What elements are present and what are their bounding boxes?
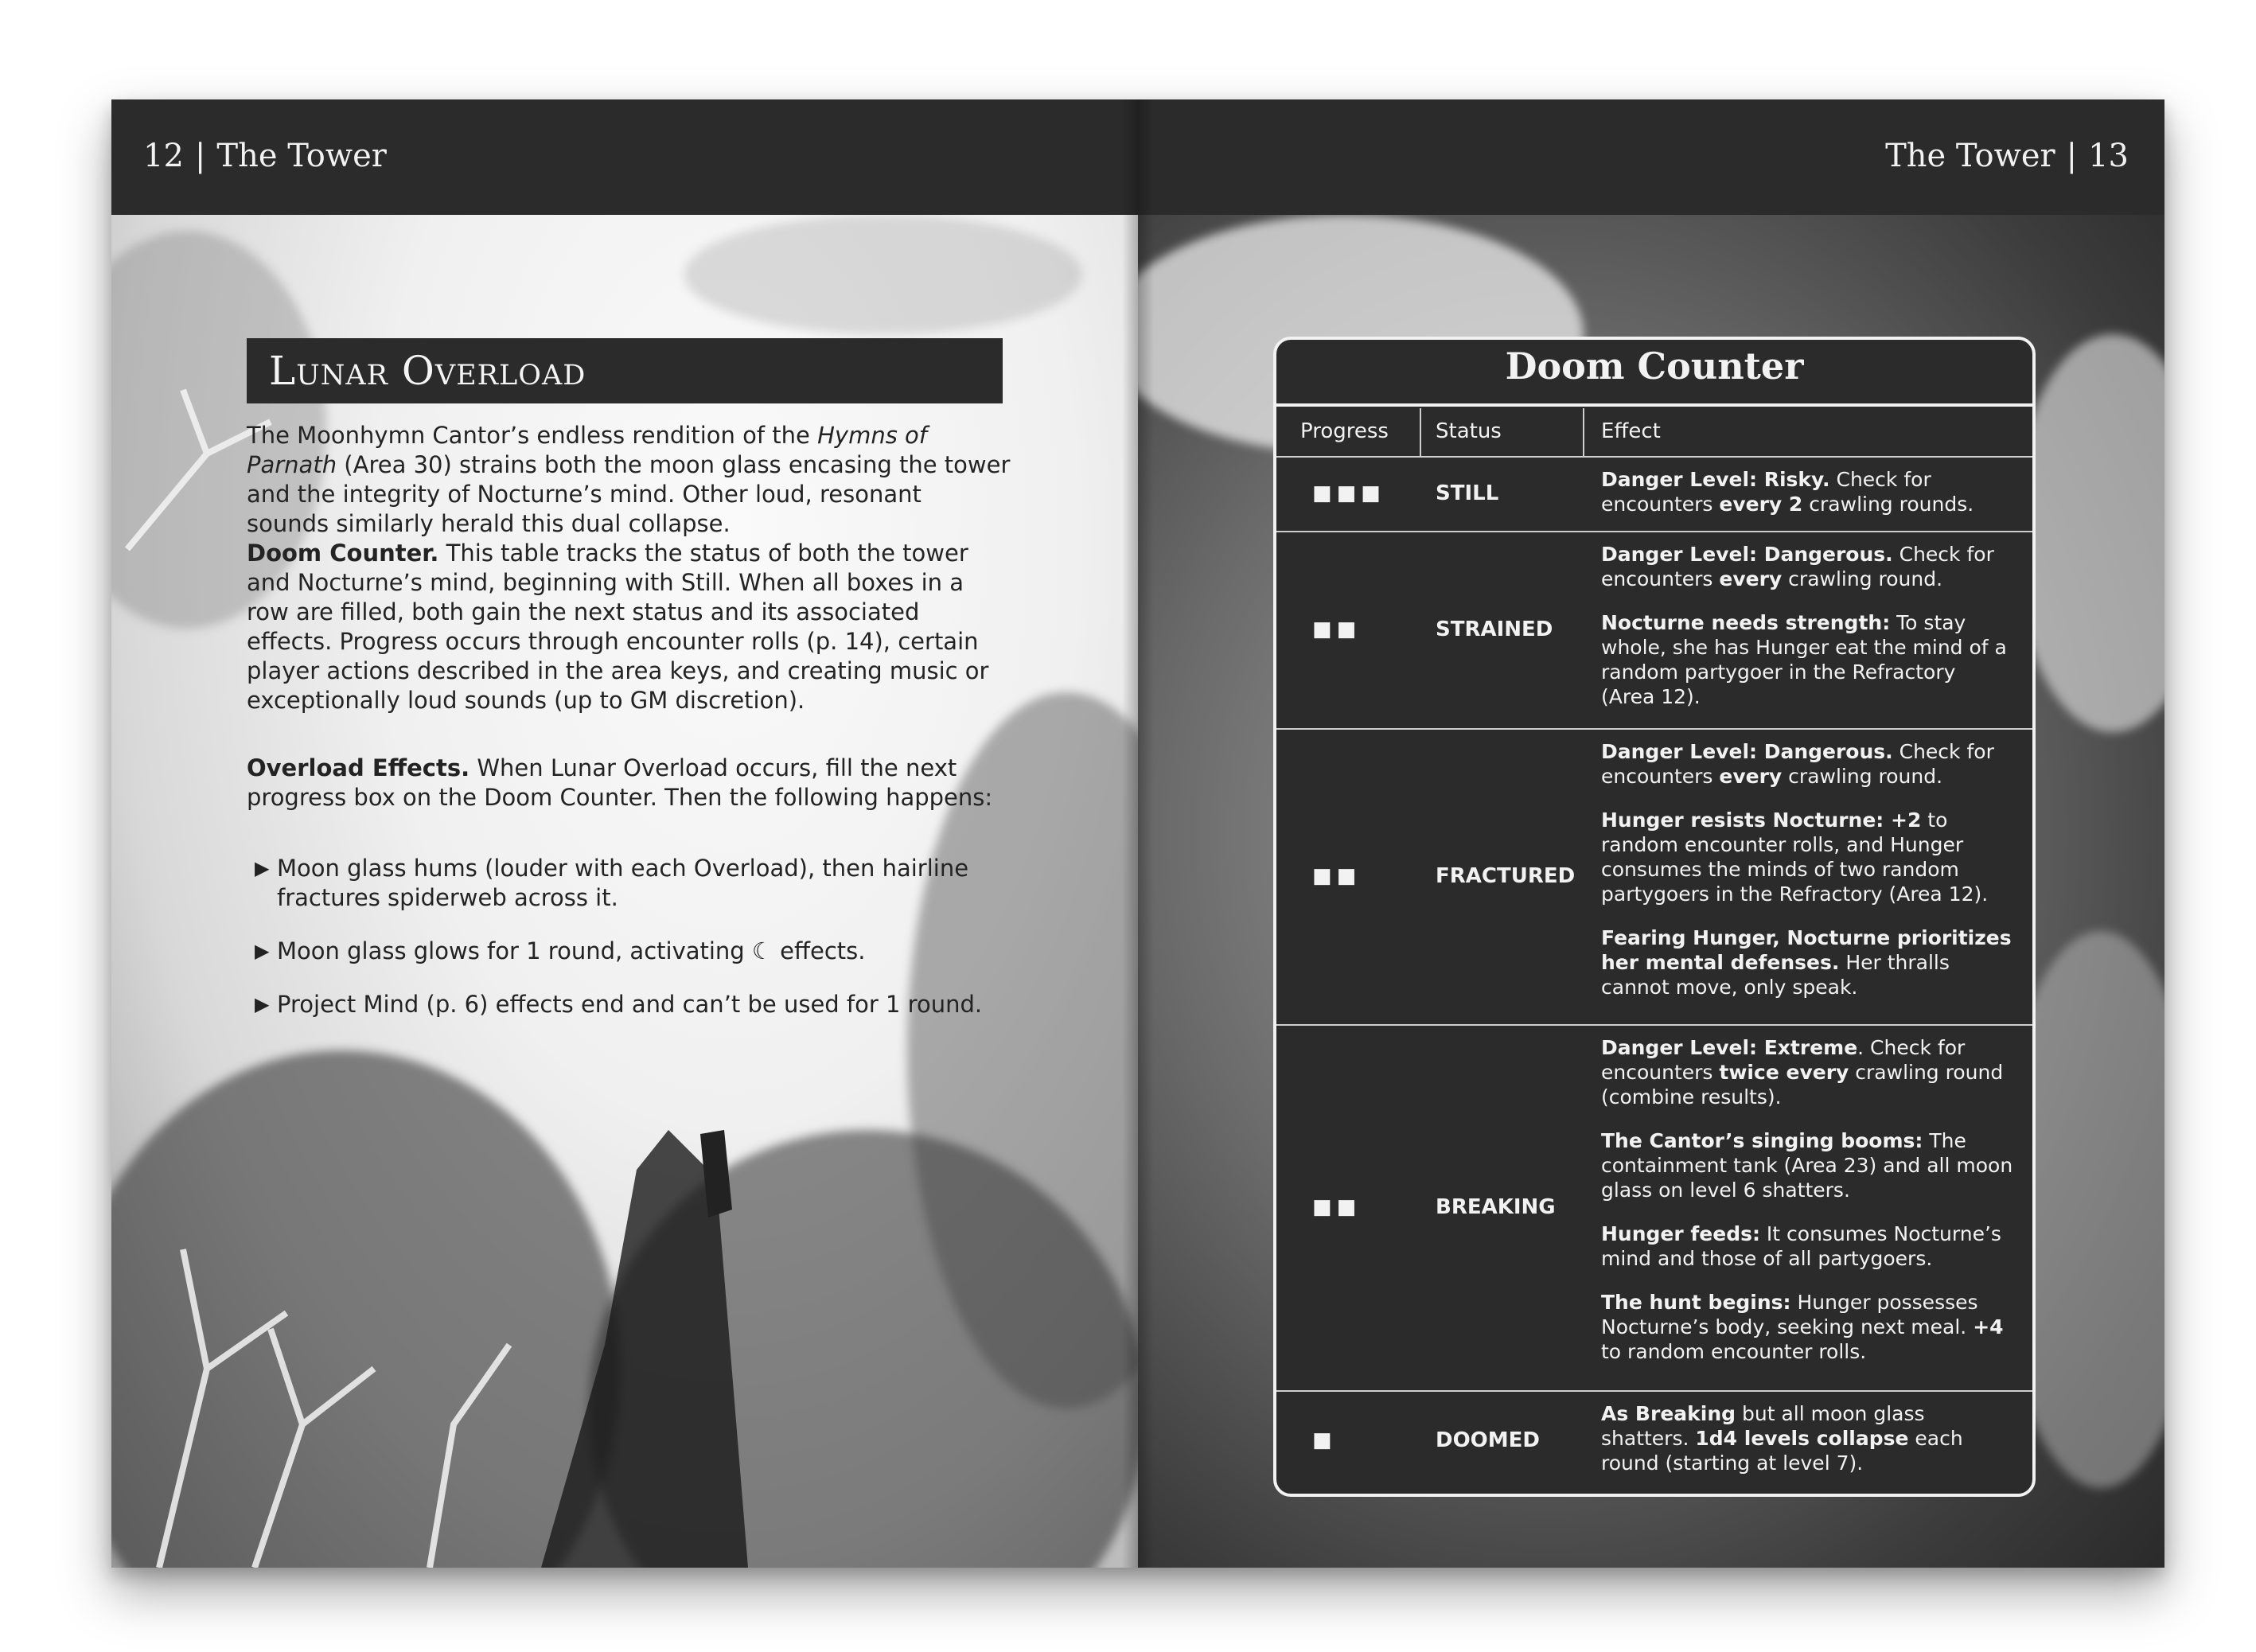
effect-bold-text: As Breaking — [1601, 1402, 1736, 1425]
status-label: BREAKING — [1436, 1195, 1556, 1219]
progress-boxes: ■■■ — [1312, 481, 1385, 505]
effect-bold-text: Danger Level: Dangerous. — [1601, 740, 1893, 763]
header-status: Status — [1436, 419, 1502, 443]
effect-cell — [1601, 1401, 2015, 1475]
progress-boxes: ■■ — [1312, 618, 1362, 641]
overload-text: When Lunar Overload occurs, fill the next progress box on the Doom Counter. Then the following happens: — [247, 754, 993, 811]
effect-paragraph — [1601, 739, 2015, 789]
doom-counter-text: This table tracks the status of both the tower and Nocturne’s mind, beginning with Still. When all boxes in a row are filled, both gain the next status and its associated effects. Progress occurs through encounter rolls (p. 14), certain player actions described in the area keys, and creating music or exceptionally loud sounds (up to GM discretion). — [247, 540, 989, 714]
right-header-title: The Tower — [1885, 138, 2055, 174]
effect-cell — [1601, 1035, 2015, 1364]
table-row — [1276, 730, 2032, 1026]
progress-boxes: ■■ — [1312, 1195, 1362, 1219]
effect-text: each round (starting at level 7). — [1601, 1427, 1963, 1475]
intro-text-b: (Area 30) strains both the moon glass encasing the tower and the integrity of Nocturne’s mind. Other loud, resonant sounds similarly herald this dual collapse. — [247, 451, 1011, 537]
effect-text: crawling rounds. — [1802, 493, 1974, 516]
intro-text-a: The Moonhymn Cantor’s endless rendition of the — [247, 422, 818, 449]
effect-text: To stay whole, she has Hunger eat the mind of a random partygoer in the Refractory (Area 12). — [1601, 611, 2007, 708]
effect-bold-text: Danger Level: Risky. — [1601, 468, 1830, 491]
effect-bold-text: Fearing Hunger, Nocturne prioritizes her mental defenses. — [1601, 926, 2012, 974]
effect-paragraph — [1601, 925, 2015, 999]
status-label: DOOMED — [1436, 1428, 1541, 1452]
status-label: FRACTURED — [1436, 864, 1576, 888]
doom-counter-title: Doom Counter — [1505, 345, 1804, 388]
effect-text: crawling round. — [1782, 567, 1943, 590]
effect-bold-text: 1d4 levels collapse — [1695, 1427, 1909, 1450]
effect-text: Check for encounters — [1601, 468, 1931, 516]
right-header — [1138, 99, 2164, 215]
status-label: STILL — [1436, 481, 1499, 505]
progress-boxes: ■ — [1312, 1428, 1337, 1452]
overload-label: Overload Effects. — [247, 754, 470, 781]
effect-bold-text: every — [1719, 765, 1783, 788]
left-header — [111, 99, 1138, 215]
left-page — [111, 99, 1138, 1568]
left-header-title: The Tower — [216, 138, 387, 174]
doom-counter-label: Doom Counter. — [247, 540, 439, 567]
bullet-item: ▶ Moon glass hums (louder with each Overload), then hairline fractures spiderweb across it. — [255, 855, 969, 911]
effect-bold-text: The Cantor’s singing booms: — [1601, 1129, 1923, 1152]
table-row — [1276, 1026, 2032, 1392]
effect-paragraph — [1601, 808, 2015, 906]
doom-counter-paragraph — [247, 539, 1011, 715]
effect-bold-text: Hunger feeds: — [1601, 1222, 1760, 1245]
bullet-arrow-icon: ▶ — [255, 857, 270, 879]
effect-text: but all moon glass shatters. — [1601, 1402, 1925, 1450]
left-header-separator: | — [194, 138, 206, 174]
column-divider — [1583, 408, 1584, 456]
status-label: STRAINED — [1436, 618, 1553, 641]
left-header-text — [143, 138, 387, 174]
overload-paragraph — [247, 754, 1011, 812]
effect-bold-text: Hunger resists Nocturne: +2 — [1601, 808, 1922, 832]
intro-paragraph — [247, 421, 1011, 539]
bullet-arrow-icon: ▶ — [255, 993, 270, 1015]
effect-text: . Check for encounters — [1601, 1036, 1966, 1084]
table-row — [1276, 532, 2032, 730]
effect-bold-text: The hunt begins: — [1601, 1291, 1791, 1314]
effect-paragraph — [1601, 1401, 2015, 1475]
table-row — [1276, 1392, 2032, 1490]
hymns-title: Hymns of Parnath — [247, 422, 927, 478]
effect-cell — [1601, 739, 2015, 999]
effect-paragraph — [1601, 1128, 2015, 1202]
column-divider — [1420, 408, 1421, 456]
bullet-arrow-icon: ▶ — [255, 940, 270, 962]
effect-text: Her thralls cannot move, only speak. — [1601, 951, 1950, 999]
bullet-item: ▶ Project Mind (p. 6) effects end and can’t be used for 1 round. — [255, 991, 983, 1018]
table-header-row — [1276, 408, 2032, 458]
effect-text: It consumes Nocturne’s mind and those of all partygoers. — [1601, 1222, 2001, 1270]
effect-bold-text: Nocturne needs strength: — [1601, 611, 1891, 634]
overload-bullet-list — [255, 854, 1019, 1043]
effect-cell — [1601, 467, 2015, 516]
section-title: Lunar Overload — [269, 348, 586, 394]
effect-bold-text: Danger Level: Dangerous. — [1601, 543, 1893, 566]
effect-text: crawling round. — [1782, 765, 1943, 788]
section-title-box — [247, 338, 1003, 403]
effect-paragraph — [1601, 1290, 2015, 1364]
effect-text: The containment tank (Area 23) and all moon glass on level 6 shatters. — [1601, 1129, 2013, 1202]
header-progress: Progress — [1300, 419, 1389, 443]
effect-bold-text: every 2 — [1719, 493, 1803, 516]
effect-paragraph — [1601, 542, 2015, 591]
effect-paragraph — [1601, 1221, 2015, 1271]
progress-boxes: ■■ — [1312, 864, 1362, 888]
doom-counter-table — [1273, 337, 2036, 1497]
right-header-separator: | — [2066, 138, 2078, 174]
effect-paragraph — [1601, 467, 2015, 516]
effect-text: Check for encounters — [1601, 740, 1994, 788]
left-page-number: 12 — [143, 138, 184, 174]
effect-text: to random encounter rolls, and Hunger consumes the minds of two random partygoers in the Refractory (Area 12). — [1601, 808, 1989, 906]
effect-bold-text: +4 — [1973, 1315, 2004, 1338]
book-spine — [1122, 99, 1154, 1568]
effect-paragraph — [1601, 610, 2015, 709]
bullet-item: ▶ Moon glass glows for 1 round, activating ☾ effects. — [255, 937, 866, 964]
header-effect: Effect — [1601, 419, 1661, 443]
right-page-number: 13 — [2088, 138, 2129, 174]
effect-bold-text: twice every — [1719, 1061, 1849, 1084]
effect-text: crawling round (combine results). — [1601, 1061, 2004, 1108]
right-header-text — [1885, 138, 2129, 174]
effect-bold-text: every — [1719, 567, 1783, 590]
effect-bold-text: Danger Level: Extreme — [1601, 1036, 1858, 1059]
doom-counter-title-box — [1276, 340, 2032, 407]
effect-cell — [1601, 542, 2015, 709]
table-row — [1276, 458, 2032, 532]
effect-text: to random encounter rolls. — [1601, 1340, 1867, 1363]
effect-paragraph — [1601, 1035, 2015, 1109]
effect-text: Check for encounters — [1601, 543, 1994, 590]
effect-text: Hunger possesses Nocturne’s body, seeking next meal. — [1601, 1291, 1978, 1338]
